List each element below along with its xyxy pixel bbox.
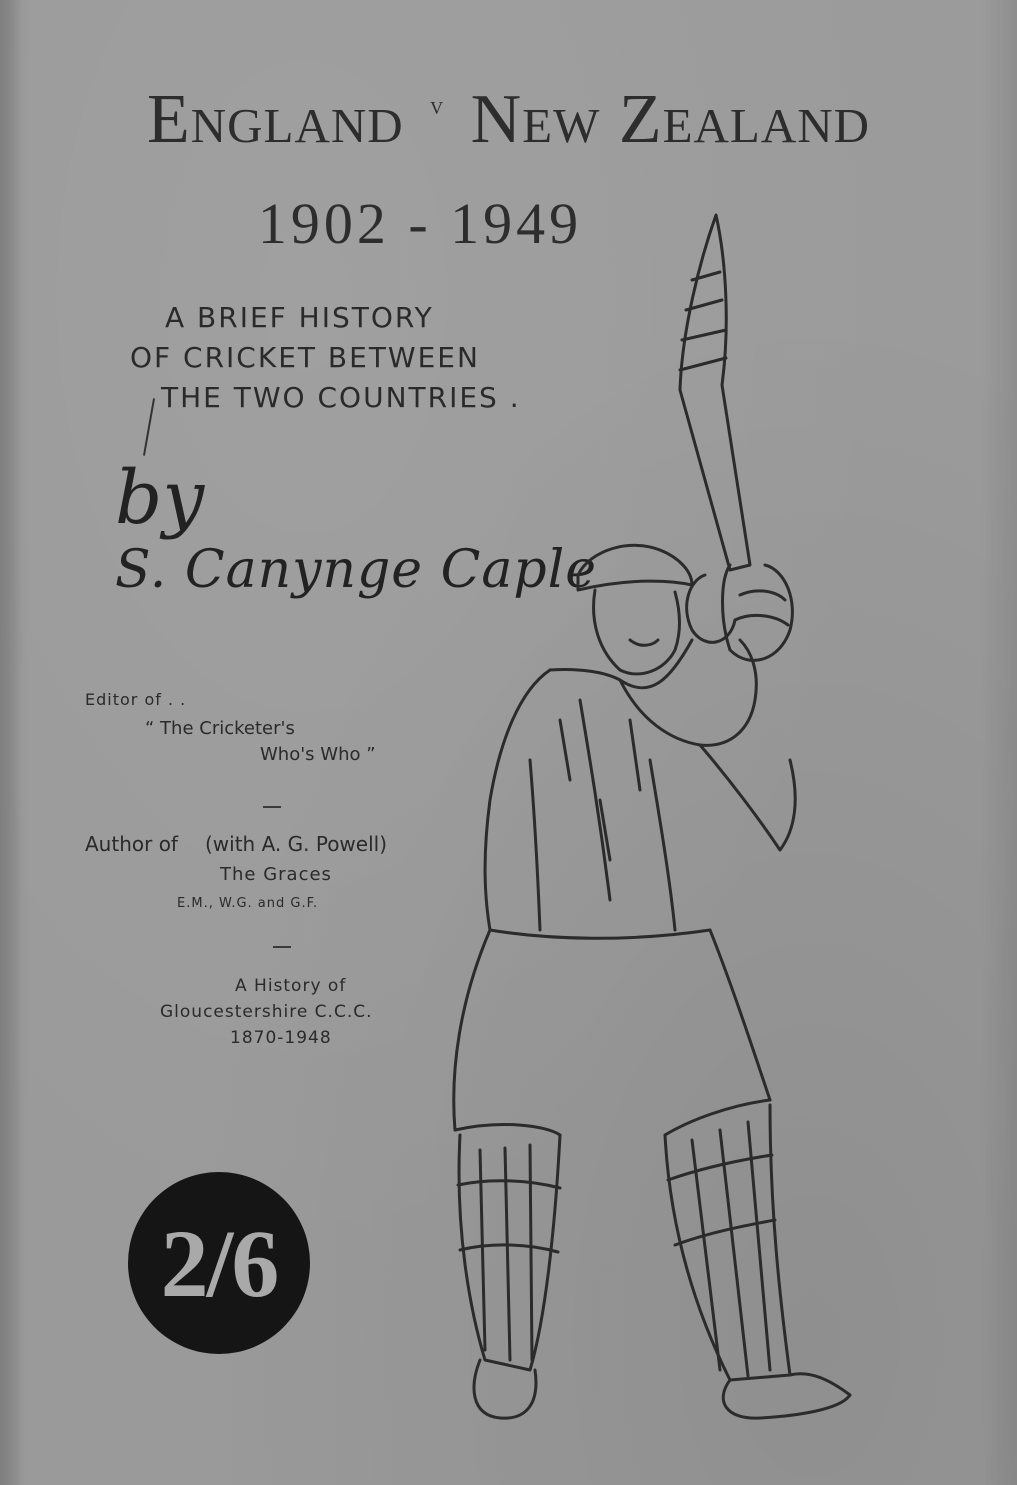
coauthor-note: (with A. G. Powell) [205, 832, 388, 856]
spine-edge [0, 0, 22, 1485]
price-label: 2/6 [160, 1209, 278, 1317]
price-badge [128, 1172, 310, 1354]
author-of-label: Author of [85, 832, 178, 856]
work2-subtitle: E.M., W.G. and G.F. [177, 896, 319, 911]
work1-line2: Who's Who ” [260, 744, 376, 765]
book-title [0, 80, 1017, 160]
author-name: S. Canynge Caple [115, 540, 598, 600]
work3-line2: Gloucestershire C.C.C. [160, 1002, 373, 1022]
work3-line3: 1870-1948 [230, 1028, 332, 1048]
editor-of-label: Editor of . . [85, 690, 187, 709]
cricket-batsman-illustration [430, 200, 890, 1420]
work3-line1: A History of [235, 976, 347, 996]
title-new-zealand: New Zealand [470, 81, 871, 158]
work1-line1: “ The Cricketer's [145, 718, 295, 739]
book-years: 1902 - 1949 [257, 191, 583, 256]
work2-title: The Graces [220, 864, 332, 885]
divider-dash [263, 806, 281, 808]
subtitle-line-2: OF CRICKET BETWEEN [130, 341, 480, 374]
title-england: England [146, 81, 404, 158]
subtitle-line-3: THE TWO COUNTRIES . [161, 381, 521, 414]
title-versus: v [430, 91, 445, 120]
by-word: by [115, 455, 205, 541]
subtitle-line-1: A BRIEF HISTORY [165, 301, 434, 334]
divider-dash [273, 946, 291, 948]
